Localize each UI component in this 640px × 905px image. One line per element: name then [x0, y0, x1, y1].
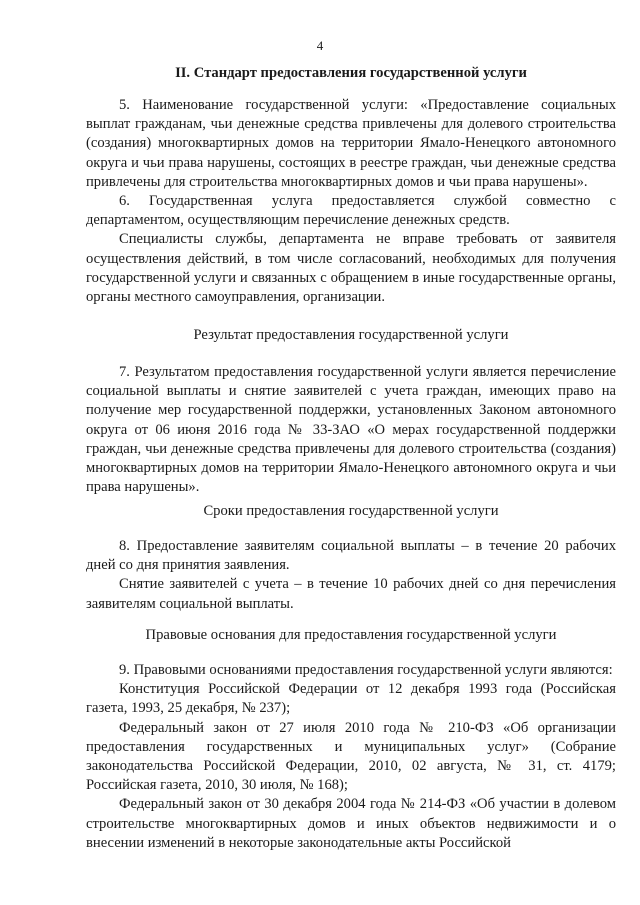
section-title: II. Стандарт предоставления государственной услуги	[175, 65, 527, 81]
paragraph-9-law-214: Федеральный закон от 30 декабря 2004 года № 214-ФЗ «Об участии в долевом строительстве многоквартирных домов и иных объектов недвижимости и о внесении изменений в некоторые законодательные акты Российской	[86, 796, 616, 851]
paragraph-9-law-210: Федеральный закон от 27 июля 2010 года № 210-ФЗ «Об организации предоставления государственных и муниципальных услуг» (Собрание законодательства Российской Федерации, 2010, 02 августа, № 31, ст. 4179; Российская газета, 2010, 30 июля, № 168);	[86, 719, 616, 794]
paragraph-7-block	[86, 363, 616, 497]
paragraph-7: 7. Результатом предоставления государственной услуги является перечисление социальной выплаты и снятие заявителей с учета граждан, имеющих право на получение мер государственной поддержки, установленных Законом автономного округа от 06 июня 2016 года № 33-ЗАО «О мерах государственной поддержки граждан, чьи денежные средства привлечены для долевого строительства (создания) многоквартирных домов на территории Ямало-Ненецкого автономного округа и чьи права нарушены».	[86, 364, 616, 496]
paragraph-9: 9. Правовыми основаниями предоставления государственной услуги являются:	[119, 662, 613, 678]
paragraph-8-removal: Снятие заявителей с учета – в течение 10 рабочих дней со дня перечисления заявителям социальной выплаты.	[86, 576, 616, 612]
page-number: 4	[316, 38, 324, 53]
subheading-legal: Правовые основания для предоставления государственной услуги	[145, 627, 557, 643]
legal-block	[86, 626, 616, 645]
result-block	[86, 326, 616, 345]
subheading-result: Результат предоставления государственной услуги	[193, 327, 509, 343]
terms-block	[86, 502, 616, 521]
paragraph-9-constitution: Конституция Российской Федерации от 12 декабря 1993 года (Российская газета, 1993, 25 декабря, № 237);	[86, 681, 616, 717]
paragraph-8: 8. Предоставление заявителям социальной выплаты – в течение 20 рабочих дней со дня принятия заявления.	[86, 538, 616, 574]
paragraph-5: 5. Наименование государственной услуги: «Предоставление социальных выплат гражданам, чьи денежные средства привлечены для долевого строительства (создания) многоквартирных домов на территории Ямало-Ненецкого автономного округа и чьи права нарушены, состоящих в реестре граждан, чьи денежные средства привлечены для строительства многоквартирных домов и чьи права нарушены».	[86, 97, 616, 190]
paragraph-6: 6. Государственная услуга предоставляется службой совместно с департаментом, осуществляющим перечисление денежных средств.	[86, 193, 616, 229]
subheading-terms: Сроки предоставления государственной услуги	[203, 503, 499, 519]
paragraph-8-block	[86, 537, 616, 614]
paragraph-6-specialists: Специалисты службы, департамента не вправе требовать от заявителя осуществления действий, в том числе согласований, необходимых для получения государственной услуги и связанных с обращением в иные государственные органы, органы местного самоуправления, организации.	[86, 231, 616, 306]
paragraph-9-block	[86, 661, 616, 853]
paragraph-5-block	[86, 96, 616, 307]
